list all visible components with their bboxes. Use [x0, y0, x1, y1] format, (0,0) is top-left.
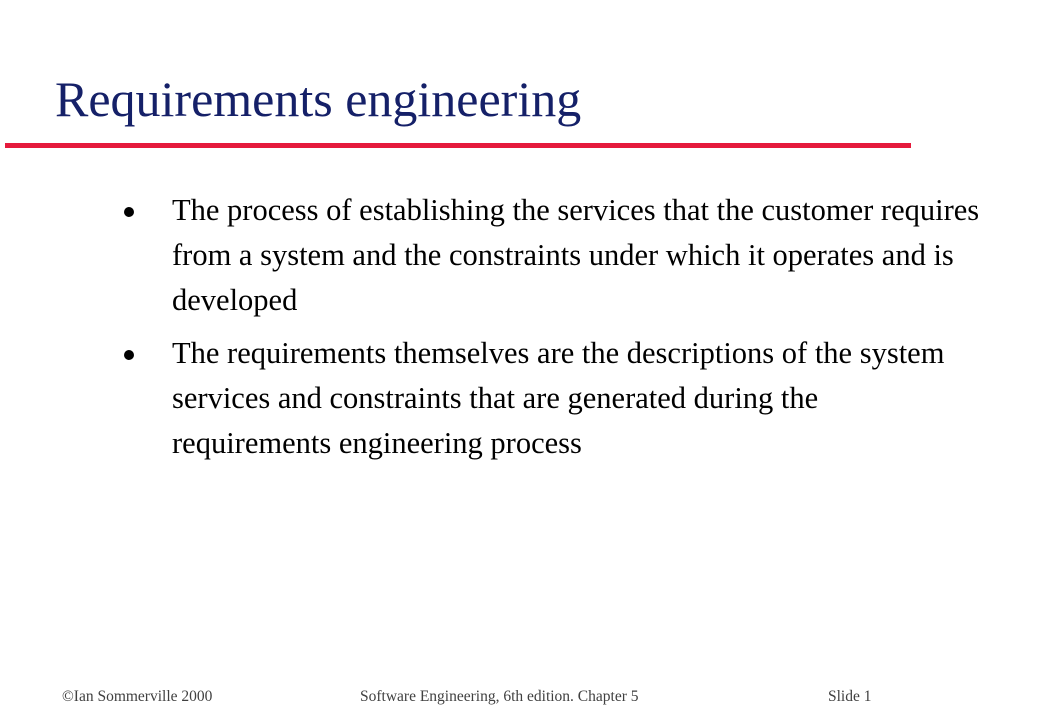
- bullet-dot-icon: [124, 350, 134, 360]
- bullet-text: The requirements themselves are the descriptions of the system services and constraints that are generated during the requirements engineering process: [172, 336, 945, 460]
- bullet-text: The process of establishing the services that the customer requires from a system and the constraints under which it operates and is developed: [172, 193, 980, 317]
- bullet-dot-icon: [124, 207, 134, 217]
- title-underline-rule: [5, 143, 911, 148]
- footer-copyright: ©Ian Sommerville 2000: [62, 688, 213, 705]
- bullet-item: [120, 331, 980, 466]
- slide-title: Requirements engineering: [55, 71, 582, 127]
- bullet-list: [120, 188, 980, 474]
- footer-book-title: Software Engineering, 6th edition. Chapter 5: [360, 688, 639, 705]
- bullet-item: [120, 188, 980, 323]
- footer-slide-number: Slide 1: [828, 688, 872, 705]
